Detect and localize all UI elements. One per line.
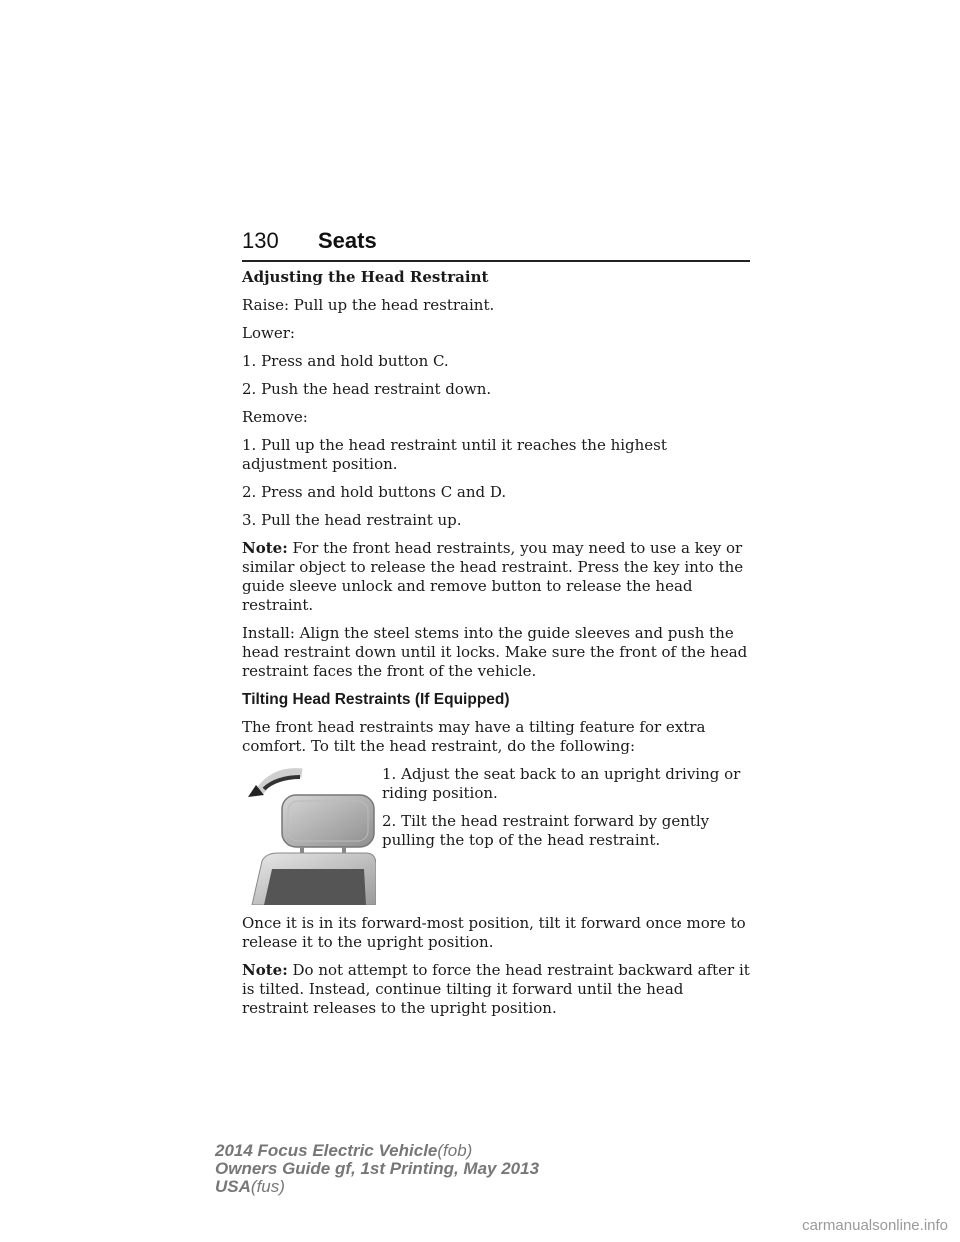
lower-step-2: 2. Push the head restraint down.: [242, 380, 492, 398]
tilt-after: Once it is in its forward-most position, tilt it forward once more to release it to the upright position.: [242, 914, 746, 951]
page-content: [242, 268, 752, 1027]
page-header: [242, 228, 750, 262]
remove-step-1: 1. Pull up the head restraint until it reaches the highest adjustment position.: [242, 436, 667, 473]
raise-instruction: Raise: Pull up the head restraint.: [242, 296, 495, 314]
heading-tilting-head-restraints: Tilting Head Restraints (If Equipped): [242, 691, 510, 708]
note-text: For the front head restraints, you may need to use a key or similar object to release the head restraint. Press the key into the guide sleeve unlock and remove button to release the head restraint.: [242, 539, 744, 614]
footer-line-1: 2014 Focus Electric Vehicle(fob): [215, 1141, 473, 1160]
remove-step-3: 3. Pull the head restraint up.: [242, 511, 462, 529]
note-tilt-warning: [242, 961, 752, 1018]
tilt-intro: The front head restraints may have a tilting feature for extra comfort. To tilt the head restraint, do the following:: [242, 718, 706, 755]
site-watermark: carmanualsonline.info: [802, 1217, 948, 1234]
tilt-step-2: 2. Tilt the head restraint forward by gently pulling the top of the head restraint.: [382, 812, 710, 849]
heading-adjusting-head-restraint: Adjusting the Head Restraint: [242, 268, 489, 286]
tilt-steps: [382, 765, 752, 905]
lower-step-1: 1. Press and hold button C.: [242, 352, 449, 370]
head-restraint-tilt-illustration: [242, 765, 376, 905]
section-title: Seats: [318, 228, 377, 253]
note-label: Note:: [242, 961, 288, 979]
page-number: 130: [242, 228, 279, 253]
install-instruction: Install: Align the steel stems into the guide sleeves and push the head restraint down until it locks. Make sure the front of the head restraint faces the front of the vehicle.: [242, 624, 748, 680]
footer-line-3: USA(fus): [215, 1177, 285, 1196]
note-key-release: [242, 539, 752, 615]
lower-label: Lower:: [242, 324, 295, 342]
footer-line-2: Owners Guide gf, 1st Printing, May 2013: [215, 1159, 540, 1178]
tilt-step-1: 1. Adjust the seat back to an upright driving or riding position.: [382, 765, 741, 802]
note-text: Do not attempt to force the head restraint backward after it is tilted. Instead, continue tilting it forward until the head restraint releases to the upright position.: [242, 961, 750, 1017]
note-label: Note:: [242, 539, 288, 557]
remove-step-2: 2. Press and hold buttons C and D.: [242, 483, 507, 501]
tilt-figure-row: [242, 765, 752, 905]
remove-label: Remove:: [242, 408, 308, 426]
document-footer: [215, 1142, 539, 1196]
